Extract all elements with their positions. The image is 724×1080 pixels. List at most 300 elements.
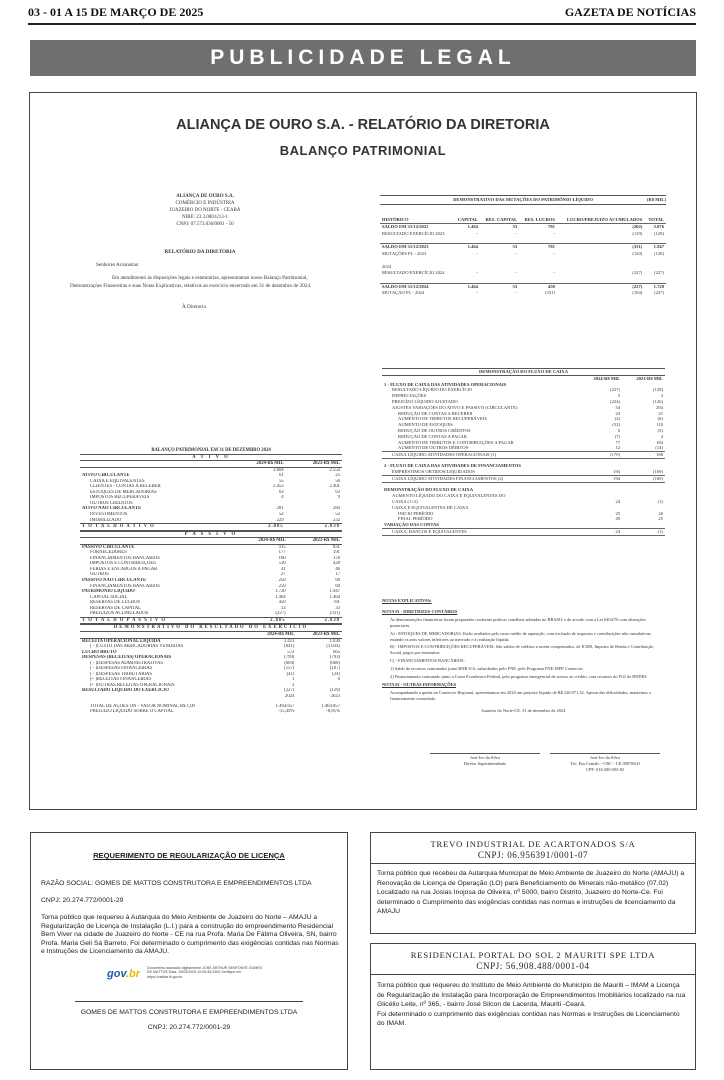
cell: (793) <box>329 655 340 661</box>
cell: 1.030 <box>329 638 340 644</box>
cell: (169) <box>622 476 665 483</box>
cell: CAPITAL <box>457 217 478 223</box>
cell: AUMENTO DE TRIBUTOS E CONTRIBUIÇÕES A PAGAR <box>398 439 514 445</box>
cell: 3 <box>660 393 663 399</box>
header-rule <box>28 23 696 25</box>
balance-sheet <box>80 448 342 715</box>
cell: (7) <box>614 433 621 439</box>
cell: EMPRÉSTIMOS OBTIDOS/LIQUIDADOS <box>392 469 475 475</box>
assets-header: A T I V O <box>80 454 342 462</box>
table-header-row <box>380 217 666 224</box>
cell: (668) <box>329 660 340 666</box>
cell: CAIXA, BANCOS E EQUIVALENTES <box>382 528 579 535</box>
cell: - <box>476 289 478 295</box>
license-heading: REQUERIMENTO DE REGULARIZAÇÃO DE LICENÇA <box>93 851 285 860</box>
cell: 1.464.857 <box>321 703 340 709</box>
cell: - <box>553 230 555 236</box>
cell: ( - )DESPESAS TRIBUTÁRIAS <box>90 671 153 677</box>
cell: 12 <box>615 445 621 451</box>
cell: ( - )CUSTO DAS MERCADORIAS VENDIDAS <box>90 644 184 650</box>
cell: 915 <box>278 544 286 550</box>
cell: 55 <box>278 478 284 484</box>
cell: 450 <box>519 283 557 290</box>
cell: (104) <box>632 289 643 295</box>
cell: 250 <box>278 583 286 589</box>
cell: OUTROS CRÉDITOS <box>90 500 133 506</box>
cell: T O T A L D O P A S S I V O <box>80 617 233 624</box>
cell: (120) <box>654 250 664 256</box>
equity-statement-unit: (R$ MIL) <box>646 197 666 202</box>
cell: 33 <box>480 244 519 251</box>
cell: (227) <box>284 688 295 694</box>
spacer-row <box>380 276 666 283</box>
liabilities-header: P A S S I V O <box>80 531 342 539</box>
cell: 1.947 <box>329 589 340 595</box>
cash-flow-statement <box>382 368 665 536</box>
cell: (2) <box>614 416 621 422</box>
cell: RESULTADO EXERCÍCIO 2023 <box>382 230 445 236</box>
cell: LUCRO/PREJUIZO ACUMULADOS <box>566 217 643 223</box>
cell: (227) <box>654 269 664 275</box>
cell: -8,81% <box>326 709 340 715</box>
cell: 428 <box>332 561 340 567</box>
liabilities-table <box>80 538 342 624</box>
cell: 2.885 <box>229 524 285 531</box>
cell: 33 <box>335 605 340 611</box>
cell: (+ )RECEITAS FINANCEIRAS <box>90 677 152 683</box>
residencial-text-1: Torna público que requereu do Instituto de Meio Ambiente do Município de Mauriti – IMAM a Licença de Regularização de Instalação para Incorporação de Empreendimentos Imobiliários localizado na rua Glicélio Leite, nº 365, - bairro José Silcon de Lacerda, Mauriti -Ceará. <box>377 982 686 1009</box>
cell: (5) <box>657 427 663 433</box>
cell: 110 <box>656 422 663 428</box>
cell: 2 - FLUXO DE CAIXA DAS ATIVIDADES DE FINANCIAMENTOS <box>384 463 521 469</box>
cell: REDUÇÃO DE CONTAS A PAGAR <box>398 433 467 439</box>
cell: (202) <box>557 224 644 231</box>
cell: (331) <box>557 244 644 251</box>
company-name: ALIANÇA DE OURO S.A. <box>176 194 234 199</box>
cell: MUTAÇÃO PL - 2024 <box>382 289 425 295</box>
cell: ATIVO CIRCULANTE <box>82 473 130 479</box>
cell: (604) <box>284 660 295 666</box>
cell: 2.838 <box>286 524 342 531</box>
cell: (227) <box>610 387 621 393</box>
cell: 25 <box>658 516 663 522</box>
report-title: ALIANÇA DE OURO S.A. - RELATÓRIO DA DIRETORIA <box>176 117 550 133</box>
license-footer-name: GOMES DE MATTOS CONSTRUTORA E EMPREENDIMENTOS LTDA <box>80 1009 298 1016</box>
page-header <box>28 4 696 22</box>
cell: ESTOQUES DE MERCADORIAS <box>90 489 157 495</box>
cell: - <box>515 250 518 256</box>
table-row <box>382 476 665 483</box>
cell <box>380 237 666 244</box>
table-row <box>382 452 665 459</box>
cell: (+ )OUTRAS RECEITAS OPERACIONAIS <box>90 682 175 688</box>
cell: 250 <box>278 578 286 584</box>
cell: (331) <box>544 289 555 295</box>
cell: PATRIMÔNIO LÍQUIDO <box>82 589 135 595</box>
company-nire: NIRE: 23.3.0001213-1 <box>182 215 228 220</box>
cell: 1.720 <box>644 283 666 290</box>
cell: (227) <box>654 289 664 295</box>
cell: (120) <box>632 250 643 256</box>
equity-statement <box>380 195 666 296</box>
cell: 2.604 <box>273 467 284 473</box>
cell: (169) <box>653 469 663 475</box>
cell: RESULTADO EXERCÍCIO 2024 <box>382 269 445 275</box>
cell: AUMENTO LÍQUIDO DO CAIXA E EQUIVALENTES DO <box>392 493 506 499</box>
cell: (227) <box>632 269 643 275</box>
cell: 6 <box>337 677 340 683</box>
cell: 24 <box>579 528 622 535</box>
license-cnpj: CNPJ: 20.274.772/0001-29 <box>41 897 124 904</box>
company-line1: COMÉRCIO E INDÚSTRIA <box>175 201 235 206</box>
cell: (129) <box>654 230 664 236</box>
cell: 1.947 <box>644 244 666 251</box>
cell: - <box>515 230 518 236</box>
cell: (129) <box>653 387 663 393</box>
assets-table <box>80 461 342 531</box>
note-b: B) - IMPOSTOS E CONTRIBUIÇÕES RECUPERÁVEIS: São saldos de créditos a serem compensados, de ICMS, Imposto de Renda e Contribuição Social, pagos por estimativa. <box>390 644 654 656</box>
license-notice-gomes <box>30 832 348 1070</box>
cell: PREJUÍZO LÍQUIDO SOBRE O CAPITAL <box>90 709 174 715</box>
cell: 160 <box>278 555 286 561</box>
cell: 26 <box>658 510 663 516</box>
cell: 9 <box>337 495 340 501</box>
cell: - <box>553 269 555 275</box>
cell: ( - )DESPESAS FINANCEIRAS <box>90 666 153 672</box>
cell: 2024 <box>382 263 392 269</box>
cell: CAIXA LÍQUIDO ATIVIDADES FINANCIAMENTOS (2) <box>382 476 579 483</box>
cell: - <box>476 269 478 275</box>
cell: 4 <box>660 433 663 439</box>
cell: -15,49% <box>278 709 295 715</box>
cell: FINANCIAMENTOS BANCÁRIOS <box>90 583 160 589</box>
note-c2: 2) Financiamento contratado junto a Caixa Econômica Federal, pelo programa emergencial de acesso ao crédito, com recursos do FGI do BNDES <box>390 674 647 680</box>
cell: REDUÇÃO DE OUTROS CRÉDITOS <box>398 427 471 433</box>
income-statement-header: DEMONSTRATIVO DO RESULTADO DO EXERCÍCIO <box>80 624 342 632</box>
equity-statement-title <box>380 195 666 205</box>
cell: 63 <box>335 489 340 495</box>
cell: 41 <box>280 566 286 572</box>
cash-flow-title: DEMONSTRAÇÃO DO FLUXO DE CAIXA <box>382 368 665 376</box>
explanatory-notes <box>382 598 665 714</box>
cell: IMOBILIZADO <box>90 517 122 523</box>
cell: 2024-R$ MIL <box>251 632 297 638</box>
digital-signature-text: Documento assinado digitalmente JOSE ARTHUR SENFONTE GOMES DE MATTOS Data: 10/03/2025 10:09:45-0300 Verifique em https://validar.iti.gov.br <box>147 966 263 979</box>
cell: 3 <box>617 393 621 399</box>
cell: 61 <box>278 473 284 479</box>
equity-statement-title-text: DEMONSTRATIVO DAS MUTAÇÕES DO PATRIMÔNIO LÍQUIDO <box>453 197 593 202</box>
cell: 831 <box>332 544 340 550</box>
cash-flow-table <box>382 376 665 536</box>
cell <box>380 257 666 264</box>
section-banner: PUBLICIDADE LEGAL <box>30 40 696 76</box>
cell: 665 <box>332 649 340 655</box>
cell: 284 <box>332 506 340 512</box>
note-02-title-text: NOTA 02 - OUTRAS INFORMAÇÕES <box>382 681 457 687</box>
cell: 168 <box>622 452 665 459</box>
director-report-greeting: Senhores Acionistas: <box>96 262 140 269</box>
cell: VARIAÇÃO DAS CONTAS <box>384 522 439 528</box>
cell: FORNECEDORES <box>90 550 127 556</box>
cell: T O T A L D O A T I V O <box>80 524 229 531</box>
cell: (129) <box>632 230 643 236</box>
cell: - <box>476 250 478 256</box>
table-row <box>380 290 666 296</box>
residencial-cnpj: CNPJ: 56.908.488/0001-04 <box>476 961 590 971</box>
cell: (331) <box>329 611 340 617</box>
cell: - <box>515 269 518 275</box>
cell: 1.464 <box>453 283 480 290</box>
note-c1: 1) Saldo de recursos contratados junto BNB S/A, subsidiados pelo FNE, pelo Programa FNE-MPE Comercio; <box>390 666 584 672</box>
cell: 52 <box>335 512 340 518</box>
cell: (126) <box>653 398 663 404</box>
table-row <box>80 709 342 715</box>
cell: LUCRO BRUTO <box>82 649 117 655</box>
director-report-signoff: À Diretoria <box>182 303 206 310</box>
cell: 63 <box>278 489 284 495</box>
director-report-body: Em atendimento às disposições legais e estatutárias, apresentamos nosso Balanço Patrimonial, Demonstrações Financeiras e suas Notas Explicativas, relativos ao exercício encerrado em 31 de dezembro de 2024. <box>70 275 312 289</box>
cell: FÉRIAS E ENCARGOS A PAGAR <box>90 566 158 572</box>
cell: 1.464.857 <box>275 703 295 709</box>
cell: 49 <box>615 516 621 522</box>
cell: FINAL PERÍODO <box>398 516 433 522</box>
cell: 2.885 <box>233 617 287 624</box>
table-row <box>382 528 665 535</box>
director-report <box>70 249 330 311</box>
license-company: RAZÃO SOCIAL: GOMES DE MATTOS CONSTRUTORA E EMPREENDIMENTOS LTDA <box>41 880 312 887</box>
total-row <box>80 524 342 531</box>
cell: 2024-R$ MIL <box>593 375 621 381</box>
newspaper-name: GAZETA DE NOTÍCIAS <box>564 5 696 19</box>
cell: - <box>515 289 518 295</box>
cell: (1) <box>657 498 663 504</box>
company-cnpj: CNPJ: 07.573.036/0001 - 50 <box>176 222 234 227</box>
digital-signature <box>107 965 267 989</box>
cell: 2024-R$ MIL <box>233 538 287 544</box>
signature-director <box>430 753 540 767</box>
cell: 2024 <box>285 693 295 699</box>
notes-heading: NOTAS EXPLICATIVAS: <box>382 598 432 603</box>
cell: CAIXA E EQUIVALENTES DE CAIXA <box>392 504 469 510</box>
cell: RES. CAPITAL <box>485 217 518 223</box>
cell: 33 <box>480 283 519 290</box>
cell: 1.464 <box>453 224 480 231</box>
cell: DESPESAS (RECEITAS) OPERACIONAIS <box>82 655 172 661</box>
cell: ATIVO NÃO CIRCULANTE <box>82 506 142 512</box>
cell: 194 <box>579 476 622 483</box>
cell: 177 <box>278 550 286 556</box>
cell: SALDO EM 31/12/2022 <box>380 224 453 231</box>
govbr-logo-gov: gov <box>107 968 126 980</box>
license-text: Torna público que requereu à Autarquia do Meio Ambiente de Juazeiro do Norte – AMAJU a Regularização de Licença de Instalação (L.I.) para a construção do empreendimento Residencial Bem Viver na cidade de Juazeiro do Norte - CE na rua Profa. Maria De Fátima Oliveira, SN, bairro Profa. Maria Geli Sá Barreto. Foi determinado o cumprimento das exigências contidas nas Normas e Instruções de Licenciamento da AMAJU. <box>41 914 339 956</box>
cell: 1.720 <box>275 589 286 595</box>
cell: 2 <box>292 682 295 688</box>
cell: 2023 <box>330 693 340 699</box>
cell: 1 - FLUXO DE CAIXA DAS ATIVIDADES OPERACIONAIS <box>384 381 507 387</box>
trevo-name: TREVO INDUSTRIAL DE ACARTONADOS S/A <box>430 839 636 849</box>
cell: 2.076 <box>644 224 666 231</box>
cell: 194 <box>613 469 621 475</box>
cell: 1 <box>292 677 295 683</box>
cell: 2024-R$ MIL <box>229 461 285 467</box>
cell: REDUÇÃO DE CONTAS A RECEBER <box>398 410 473 416</box>
residencial-name: RESIDENCIAL PORTAL DO SOL 2 MAURITI SPE LTDA <box>410 950 656 960</box>
cell: 77 <box>615 439 621 445</box>
cell: 450 <box>278 600 286 606</box>
company-line2: JUAZEIRO DO NORTE - CEARÁ <box>169 208 241 213</box>
cell: 1.464 <box>275 594 286 600</box>
cell: 24 <box>615 498 621 504</box>
cell: 294 <box>656 404 663 410</box>
signature-line <box>75 1001 303 1002</box>
signature-director-name: José Ivo da Silva <box>470 755 500 760</box>
cell: 2023-R$ MIL <box>636 375 663 381</box>
cell: CLIENTES - CONTAS A RECEBER <box>90 484 161 490</box>
report-date: Juazeiro do Norte-CE, 31 de dezembro de 2024 <box>481 707 566 713</box>
cell: 2023-R$ MIL <box>296 632 342 638</box>
note-01-title <box>382 609 665 615</box>
cell: 60 <box>335 583 340 589</box>
cell: 60 <box>335 578 340 584</box>
cell <box>380 276 666 283</box>
equity-table <box>380 217 666 296</box>
cell: 229 <box>276 517 284 523</box>
cell: (170) <box>579 452 622 459</box>
cell: DEPRECIAÇÕES <box>392 393 427 399</box>
cell: 25 <box>615 510 621 516</box>
cell: - <box>476 230 478 236</box>
table-row <box>380 283 666 290</box>
signature-accountant-role: Téc. Em Contab. - CRC - CE 000786/O <box>569 760 641 766</box>
cell: (129) <box>329 688 340 694</box>
cell: 1.464 <box>329 594 340 600</box>
note-01-title-text: NOTA 01 - DIRETRIZES CONTÁBEIS <box>382 608 458 614</box>
cell: 2.554 <box>329 467 340 473</box>
cell: HISTÓRICO <box>382 217 409 223</box>
cell: 46 <box>335 566 340 572</box>
cell: (1) <box>622 528 665 535</box>
table-row <box>380 244 666 251</box>
spacer-row <box>380 237 666 244</box>
cell: 33 <box>280 605 286 611</box>
residencial-text <box>377 981 689 1029</box>
note-a: A) - ESTOQUES DE MERCADORIAS: Estão avaliados pelo custo médio de aquisição, com exclusão de impostos e contribuições não cumulativas, estando os seus valores inferiores ao mercado e à realização líquida. <box>390 630 652 642</box>
note-02-title <box>382 682 665 688</box>
cell: PREJUÍZO LÍQUIDO AJUSTADO <box>392 398 458 404</box>
cell: SALDO EM 31/12/2023 <box>380 244 453 251</box>
cell: (841) <box>284 644 295 650</box>
director-report-title: RELATÓRIO DA DIRETORIA <box>164 249 236 255</box>
cell: 2.453 <box>273 484 284 490</box>
note-c: C) - FINANCIAMENTOS BANCÁRIOS: <box>390 658 465 664</box>
govbr-logo-br: .br <box>125 968 141 980</box>
cell: INVESTIMENTOS <box>90 512 128 518</box>
cell: (799) <box>284 655 295 661</box>
cell: 2023-R$ MIL <box>286 461 342 467</box>
report-panel <box>29 92 697 810</box>
cell: 4 <box>281 495 284 501</box>
note-02-text: Acompanhando a queda no Comercio Regional, apresentamos em 2024 um prejuízo líquido de R$ 226.971,32. Apesar das dificuldades, mantemos o financiamento controlado. <box>390 689 652 701</box>
cell: (224) <box>610 398 621 404</box>
cell: RESULTADO LÍQUIDO DO EXERCÍCIO <box>82 688 169 694</box>
cell: (41) <box>286 671 295 677</box>
signature-accountant <box>550 753 660 772</box>
cell: AJUSTES VARIAÇÕES DO ATIVO E PASSIVO (CIRCULANTE) <box>392 404 518 410</box>
cell: 191 <box>332 550 340 556</box>
signature-accountant-cpf: CPF: 016.500.003-82 <box>586 766 624 772</box>
cell: 781 <box>519 224 557 231</box>
cell: 21 <box>658 410 663 416</box>
cell: IMPOSTOS E CONTRIBUIÇÕES <box>90 561 156 567</box>
cell: 56 <box>335 478 340 484</box>
cell: TOTAL DE AÇÕES ON - VALOR NOMINAL R$ 1,00 <box>90 703 195 709</box>
cell: FINANCIAMENTOS BANCÁRIOS <box>90 555 160 561</box>
cell: 781 <box>519 244 557 251</box>
cell: 33 <box>480 224 519 231</box>
cell: 17 <box>335 572 340 578</box>
residencial-text-2: Foi determinado o cumprimento das exigências contidas nas Normas e Instruções de Licenciamento do IMAM. <box>377 1010 680 1028</box>
signature-accountant-name: José Ivo da Silva <box>590 755 620 760</box>
cell: AUMENTO DE TRIBUTOS RECUPERÁVEIS <box>398 416 487 422</box>
cell: 23 <box>615 410 621 416</box>
report-subtitle: BALANÇO PATRIMONIAL <box>279 143 447 158</box>
cell: AUMENTO DE OUTROS DÉBITOS <box>398 445 469 451</box>
cell: RES. LUCROS <box>524 217 555 223</box>
cell: PREJUÍZOS ACUMULADOS <box>90 611 149 617</box>
residencial-rule <box>371 974 695 975</box>
spacer-row <box>380 257 666 264</box>
cell: 54 <box>615 404 621 410</box>
cell: (1.034) <box>326 644 340 650</box>
cell: 2.401 <box>329 484 340 490</box>
cell: 232 <box>332 517 340 523</box>
license-footer-cnpj: CNPJ: 20.274.772/0001-29 <box>147 1024 231 1031</box>
cell: (14) <box>655 445 663 451</box>
cell: 1.464 <box>453 244 480 251</box>
cell: (157) <box>284 666 295 672</box>
cell: (227) <box>557 283 644 290</box>
govbr-logo <box>107 968 140 980</box>
cell: 2.838 <box>288 617 342 624</box>
trevo-rule <box>371 863 695 864</box>
cell: INICIO PERÍODO <box>398 510 434 516</box>
note-01-text: As demonstrações financeiras foram preparadas conforme práticas contábeis adotadas no BRASIL e de acordo com a Lei 6404/76 com alterações posteriores. <box>390 616 646 628</box>
cell: (24) <box>332 671 340 677</box>
cell: 1.413 <box>283 638 295 644</box>
cell: TOTAL <box>648 217 664 223</box>
cell: SALDO EM 31/12/2024 <box>380 283 453 290</box>
cell: RECEITA OPERACIONAL LÍQUIDA <box>82 638 161 644</box>
signature-director-role: Diretor Superintendente <box>463 760 507 766</box>
cell: 281 <box>276 506 284 512</box>
cell: (52) <box>612 422 621 428</box>
cell: (107) <box>329 666 340 672</box>
cell: IMPOSTOS RECUPERÁVEIS <box>90 495 150 501</box>
cell: - <box>553 250 555 256</box>
notice-trevo <box>370 832 696 934</box>
company-block <box>150 193 260 228</box>
cell: CAPITAL SOCIAL <box>90 594 128 600</box>
cell: MUTAÇÕES PL - 2023 <box>382 250 427 256</box>
trevo-cnpj: CNPJ: 06.956391/0001-07 <box>477 850 589 860</box>
cell: CAIXA E EQUIVALENTES <box>90 478 145 484</box>
cell: 27 <box>280 572 286 578</box>
balance-sheet-title: BALANÇO PATRIMONIAL EM 31 DE DEZEMBRO 2024 <box>151 448 271 453</box>
cell: RESERVAS DE CAPITAL <box>90 605 141 611</box>
cell: CAIXA LÍQUIDO ATIVIDADES OPERACIONAIS (1) <box>382 452 579 459</box>
cell: RESERVAS DE LUCROS <box>90 600 141 606</box>
cell: (6) <box>657 416 663 422</box>
